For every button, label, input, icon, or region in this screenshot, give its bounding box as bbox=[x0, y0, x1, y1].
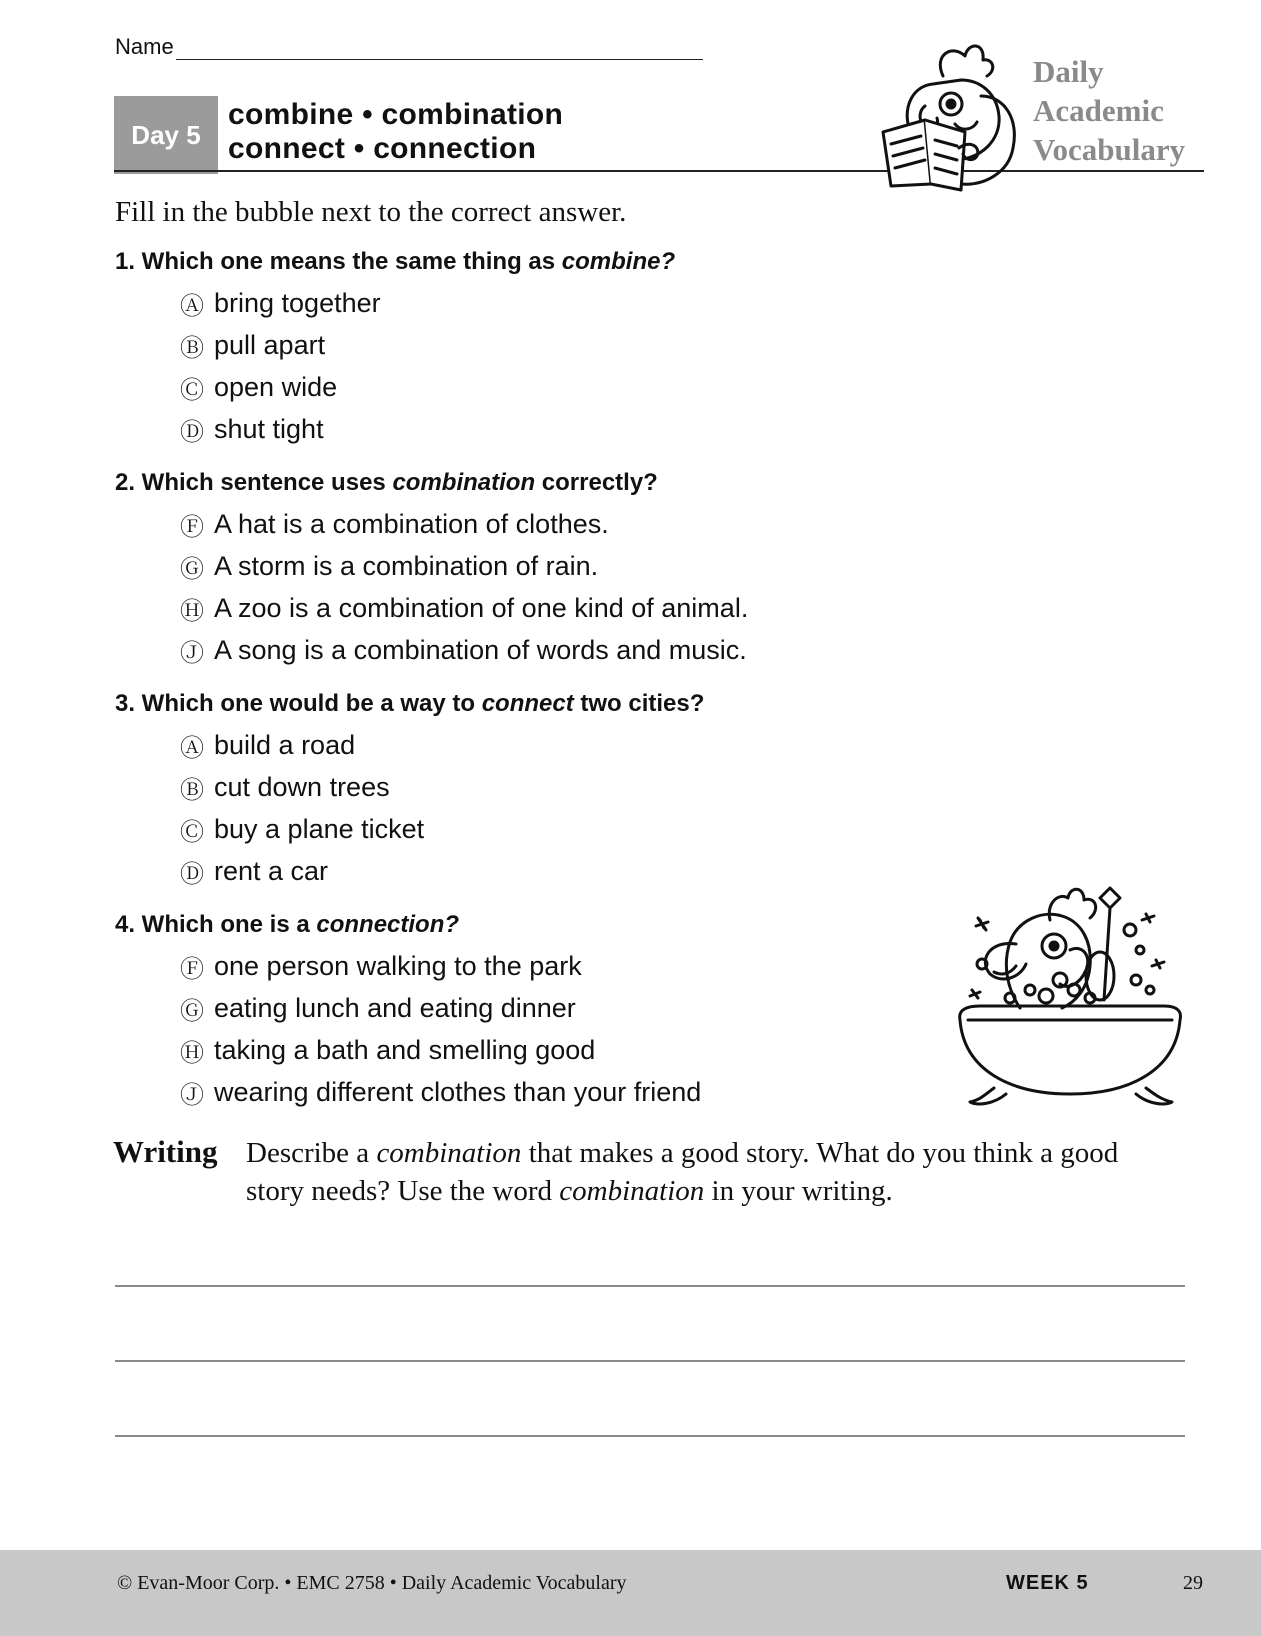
page-footer bbox=[0, 1550, 1261, 1636]
answer-option[interactable] bbox=[178, 545, 748, 587]
answer-option[interactable] bbox=[178, 503, 748, 545]
answer-bubble[interactable]: Ⓑ bbox=[180, 776, 204, 804]
question-4-options bbox=[178, 945, 701, 1113]
answer-text: rent a car bbox=[214, 855, 329, 886]
answer-option[interactable] bbox=[178, 282, 381, 324]
answer-text: one person walking to the park bbox=[214, 950, 582, 981]
series-title-line-1: Daily bbox=[1033, 54, 1104, 89]
writing-prompt-term-2: combination bbox=[559, 1175, 705, 1207]
answer-text: A hat is a combination of clothes. bbox=[214, 508, 609, 539]
answer-option[interactable] bbox=[178, 324, 381, 366]
answer-bubble[interactable]: Ⓓ bbox=[180, 418, 204, 446]
answer-bubble[interactable]: Ⓗ bbox=[180, 597, 204, 625]
answer-option[interactable] bbox=[178, 1029, 701, 1071]
question-2-suffix: correctly? bbox=[535, 469, 658, 496]
answer-option[interactable] bbox=[178, 629, 748, 671]
answer-bubble[interactable]: Ⓙ bbox=[180, 639, 204, 667]
question-4 bbox=[115, 911, 459, 939]
answer-text: A zoo is a combination of one kind of animal. bbox=[214, 592, 749, 623]
answer-bubble[interactable]: Ⓑ bbox=[180, 334, 204, 362]
series-title-line-2: Academic bbox=[1033, 93, 1164, 128]
question-1 bbox=[115, 248, 675, 276]
answer-text: A storm is a combination of rain. bbox=[214, 550, 599, 581]
answer-option[interactable] bbox=[178, 587, 748, 629]
answer-option[interactable] bbox=[178, 1071, 701, 1113]
answer-bubble[interactable]: Ⓗ bbox=[180, 1039, 204, 1067]
answer-text: eating lunch and eating dinner bbox=[214, 992, 576, 1023]
question-3-options bbox=[178, 724, 424, 892]
answer-option[interactable] bbox=[178, 366, 381, 408]
writing-prompt bbox=[246, 1134, 1146, 1210]
answer-bubble[interactable]: Ⓕ bbox=[180, 955, 204, 983]
bathing-bird-icon bbox=[950, 880, 1190, 1115]
answer-bubble[interactable]: Ⓐ bbox=[180, 292, 204, 320]
question-3-term: connect bbox=[481, 690, 574, 717]
vocabulary-words bbox=[228, 98, 563, 166]
answer-option[interactable] bbox=[178, 850, 424, 892]
series-title-line-3: Vocabulary bbox=[1033, 132, 1186, 167]
question-1-term: combine? bbox=[561, 248, 676, 275]
words-line-2: connect • connection bbox=[228, 132, 537, 165]
answer-text: buy a plane ticket bbox=[214, 813, 425, 844]
instructions: Fill in the bubble next to the correct answer. bbox=[115, 196, 627, 228]
answer-option[interactable] bbox=[178, 945, 701, 987]
day-badge: Day 5 bbox=[114, 96, 218, 174]
answer-bubble[interactable]: Ⓙ bbox=[180, 1081, 204, 1109]
writing-line[interactable] bbox=[115, 1360, 1185, 1362]
answer-text: build a road bbox=[214, 729, 356, 760]
name-label: Name bbox=[115, 34, 174, 59]
question-2 bbox=[115, 469, 658, 497]
name-write-line[interactable] bbox=[176, 38, 703, 60]
header-rule bbox=[114, 170, 1204, 172]
reading-bird-icon bbox=[873, 36, 1028, 196]
footer-copyright: © Evan-Moor Corp. • EMC 2758 • Daily Academic Vocabulary bbox=[117, 1572, 627, 1594]
answer-option[interactable] bbox=[178, 724, 424, 766]
answer-text: open wide bbox=[214, 371, 338, 402]
question-4-term: connection? bbox=[316, 911, 460, 938]
answer-text: bring together bbox=[214, 287, 381, 318]
answer-option[interactable] bbox=[178, 766, 424, 808]
answer-text: cut down trees bbox=[214, 771, 390, 802]
question-3 bbox=[115, 690, 704, 718]
answer-bubble[interactable]: Ⓒ bbox=[180, 818, 204, 846]
writing-prompt-part-1: Describe a bbox=[246, 1137, 377, 1169]
name-field-row bbox=[115, 34, 703, 60]
series-title bbox=[1033, 52, 1185, 169]
answer-bubble[interactable]: Ⓖ bbox=[180, 555, 204, 583]
answer-text: taking a bath and smelling good bbox=[214, 1034, 596, 1065]
question-4-prefix: 4. Which one is a bbox=[115, 911, 317, 938]
question-2-options bbox=[178, 503, 748, 671]
answer-option[interactable] bbox=[178, 808, 424, 850]
question-1-prefix: 1. Which one means the same thing as bbox=[115, 248, 562, 275]
question-3-prefix: 3. Which one would be a way to bbox=[115, 690, 482, 717]
answer-bubble[interactable]: Ⓕ bbox=[180, 513, 204, 541]
answer-option[interactable] bbox=[178, 408, 381, 450]
answer-text: shut tight bbox=[214, 413, 324, 444]
answer-option[interactable] bbox=[178, 987, 701, 1029]
footer-page-number: 29 bbox=[1183, 1572, 1203, 1594]
writing-line[interactable] bbox=[115, 1285, 1185, 1287]
writing-prompt-part-2: that makes a good story. What do you think a good story needs? Use the word bbox=[246, 1137, 1119, 1207]
answer-text: pull apart bbox=[214, 329, 326, 360]
writing-line[interactable] bbox=[115, 1435, 1185, 1437]
answer-bubble[interactable]: Ⓒ bbox=[180, 376, 204, 404]
answer-bubble[interactable]: Ⓐ bbox=[180, 734, 204, 762]
answer-text: A song is a combination of words and music. bbox=[214, 634, 747, 665]
answer-bubble[interactable]: Ⓓ bbox=[180, 860, 204, 888]
answer-text: wearing different clothes than your friend bbox=[214, 1076, 702, 1107]
answer-bubble[interactable]: Ⓖ bbox=[180, 997, 204, 1025]
writing-prompt-part-3: in your writing. bbox=[704, 1175, 893, 1207]
question-1-options bbox=[178, 282, 381, 450]
footer-week: WEEK 5 bbox=[1006, 1572, 1089, 1594]
writing-prompt-term-1: combination bbox=[376, 1137, 522, 1169]
writing-label: Writing bbox=[113, 1134, 218, 1169]
question-2-prefix: 2. Which sentence uses bbox=[115, 469, 393, 496]
words-line-1: combine • combination bbox=[228, 98, 564, 131]
question-3-suffix: two cities? bbox=[573, 690, 705, 717]
question-2-term: combination bbox=[392, 469, 536, 496]
